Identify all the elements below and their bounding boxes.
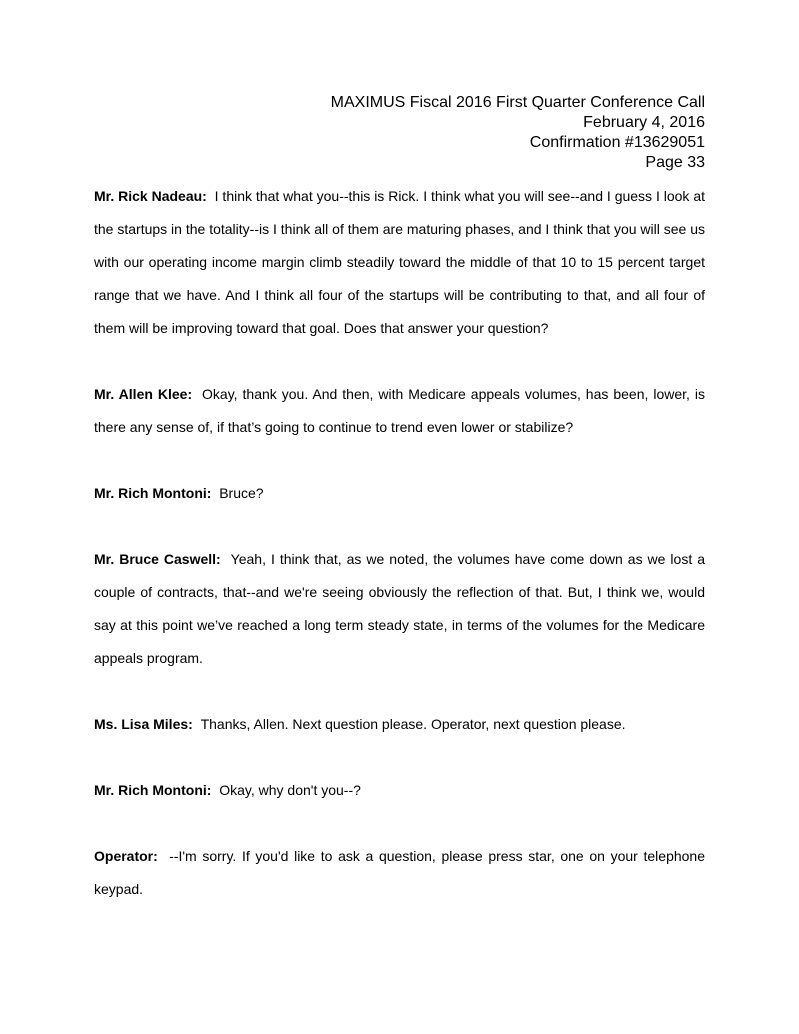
speech-text: I think that what you--this is Rick. I think what you will see--and I guess I look at the startups in the totality--is I think all of them are maturing phases, and I think that you will see us with our operating income margin climb steadily toward the middle of that 10 to 15 percent target range that we have. And I think all four of the startups will be contributing to that, and all four of them will be improving toward that goal. Does that answer your question? <box>94 188 705 336</box>
speaker-name: Mr. Rick Nadeau: <box>94 188 207 204</box>
speech-text: Okay, thank you. And then, with Medicare appeals volumes, has been, lower, is there any sense of, if that’s going to continue to trend even lower or stabilize? <box>94 386 705 435</box>
speaker-name: Mr. Rich Montoni: <box>94 485 212 501</box>
speaker-name: Mr. Bruce Caswell: <box>94 551 221 567</box>
speaker-name: Mr. Allen Klee: <box>94 386 193 402</box>
transcript-paragraph <box>94 840 705 906</box>
speech-text: Okay, why don't you--? <box>219 782 361 798</box>
page-header <box>331 93 705 173</box>
transcript-body <box>94 180 705 939</box>
transcript-paragraph <box>94 180 705 345</box>
speaker-name: Operator: <box>94 848 158 864</box>
transcript-paragraph <box>94 774 705 807</box>
call-title: MAXIMUS Fiscal 2016 First Quarter Conference Call <box>330 94 705 111</box>
speech-text: Bruce? <box>219 485 264 501</box>
page-number: Page 33 <box>645 154 705 171</box>
transcript-paragraph <box>94 378 705 444</box>
transcript-paragraph <box>94 708 705 741</box>
speech-text: Thanks, Allen. Next question please. Operator, next question please. <box>200 716 626 732</box>
transcript-paragraph <box>94 543 705 675</box>
call-date: February 4, 2016 <box>583 114 705 131</box>
speaker-name: Mr. Rich Montoni: <box>94 782 212 798</box>
confirmation-number: Confirmation #13629051 <box>529 134 705 151</box>
speech-text: Yeah, I think that, as we noted, the volumes have come down as we lost a couple of contracts, that--and we're seeing obviously the reflection of that. But, I think we, would say at this point we’ve reached a long term steady state, in terms of the volumes for the Medicare appeals program. <box>94 551 705 666</box>
speech-text: --I'm sorry. If you'd like to ask a question, please press star, one on your telephone keypad. <box>94 848 706 897</box>
speaker-name: Ms. Lisa Miles: <box>94 716 193 732</box>
transcript-paragraph <box>94 477 705 510</box>
